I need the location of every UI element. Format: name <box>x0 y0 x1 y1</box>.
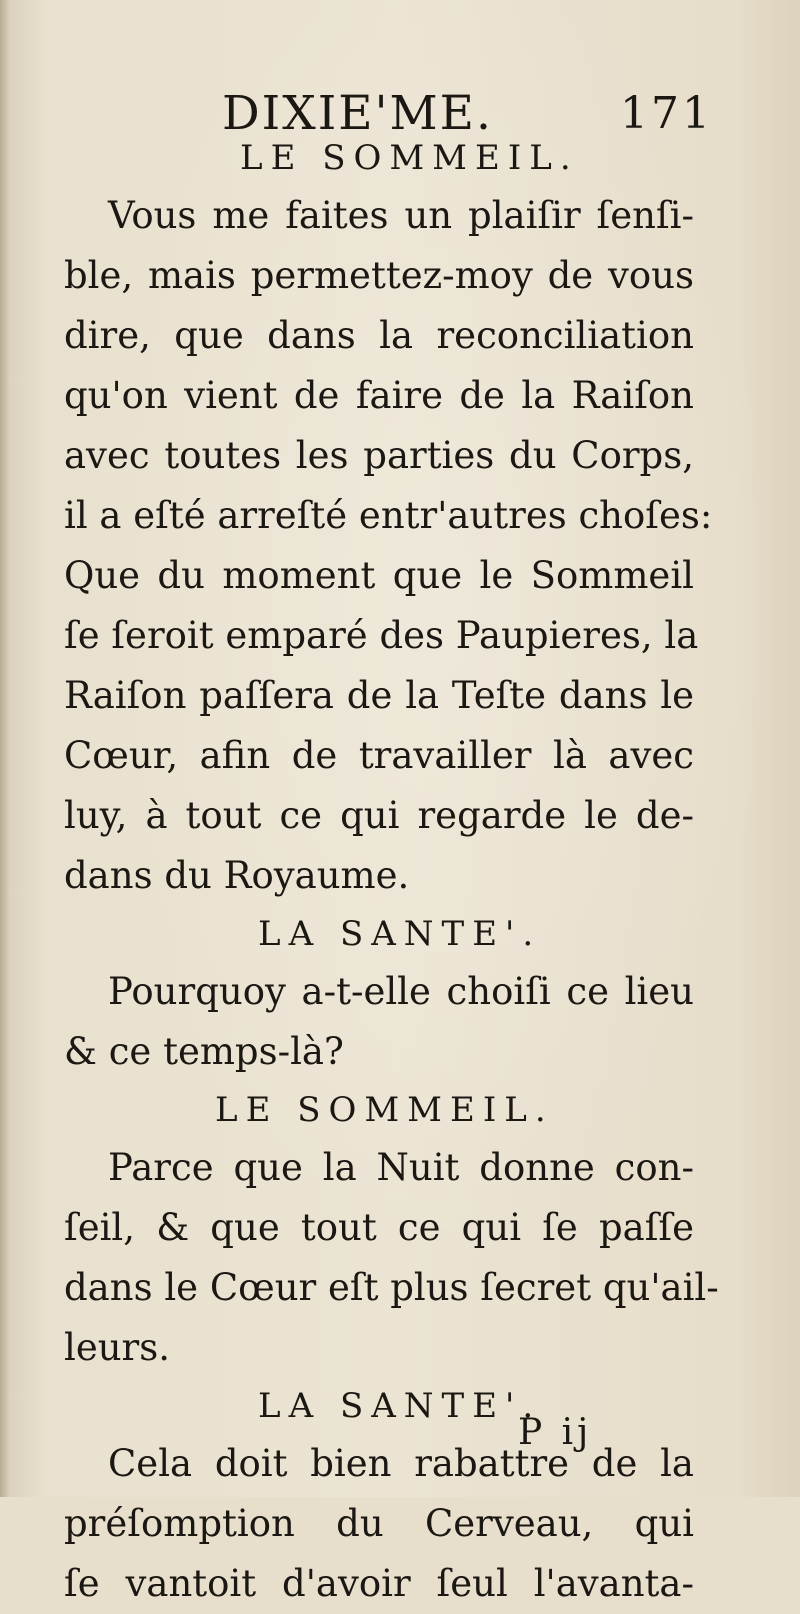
text-line: Vous me faites un plaiſir ſenſi- <box>108 194 694 237</box>
text-line: dans le Cœur eſt plus ſecret qu'ail- <box>64 1266 719 1309</box>
speaker-heading: LA SANTE'. <box>258 1386 542 1426</box>
text-line: Que du moment que le Sommeil <box>64 554 694 597</box>
text-line: ble, mais permettez-moy de vous <box>64 254 694 297</box>
text-line: préſomption du Cerveau, qui <box>64 1502 694 1545</box>
speaker-heading: LA SANTE'. <box>258 914 542 954</box>
text-line: & ce temps-là? <box>64 1030 344 1073</box>
text-line: Parce que la Nuit donne con- <box>108 1146 694 1189</box>
speaker-heading: LE SOMMEIL. <box>240 138 579 178</box>
text-line: ſeil, & que tout ce qui ſe paſſe <box>64 1206 694 1249</box>
text-line: luy, à tout ce qui regarde le de- <box>64 794 694 837</box>
text-line: Raiſon paſſera de la Teſte dans le <box>64 674 694 717</box>
text-line: qu'on vient de faire de la Raiſon <box>64 374 694 417</box>
text-line: ſe vantoit d'avoir ſeul l'avanta- <box>64 1562 694 1605</box>
signature-mark: P ij <box>518 1412 593 1453</box>
text-line: Cela doit bien rabattre de la <box>108 1442 694 1485</box>
text-line: ſe ſeroit emparé des Paupieres, la <box>64 614 699 657</box>
text-line: Cœur, afin de travailler là avec <box>64 734 694 777</box>
speaker-heading: LE SOMMEIL. <box>215 1090 554 1130</box>
text-line: avec toutes les parties du Corps, <box>64 434 694 477</box>
text-line: il a eſté arreſté entr'autres choſes: <box>64 494 713 537</box>
text-line: Pourquoy a-t-elle choiſi ce lieu <box>108 970 694 1013</box>
running-head-title: DIXIE'ME. <box>222 86 493 141</box>
page-number: 171 <box>620 88 713 139</box>
text-line: leurs. <box>64 1326 170 1369</box>
text-line: dans du Royaume. <box>64 854 410 897</box>
dialogue-text <box>0 130 800 1614</box>
text-line: dire, que dans la reconciliation <box>64 314 694 357</box>
